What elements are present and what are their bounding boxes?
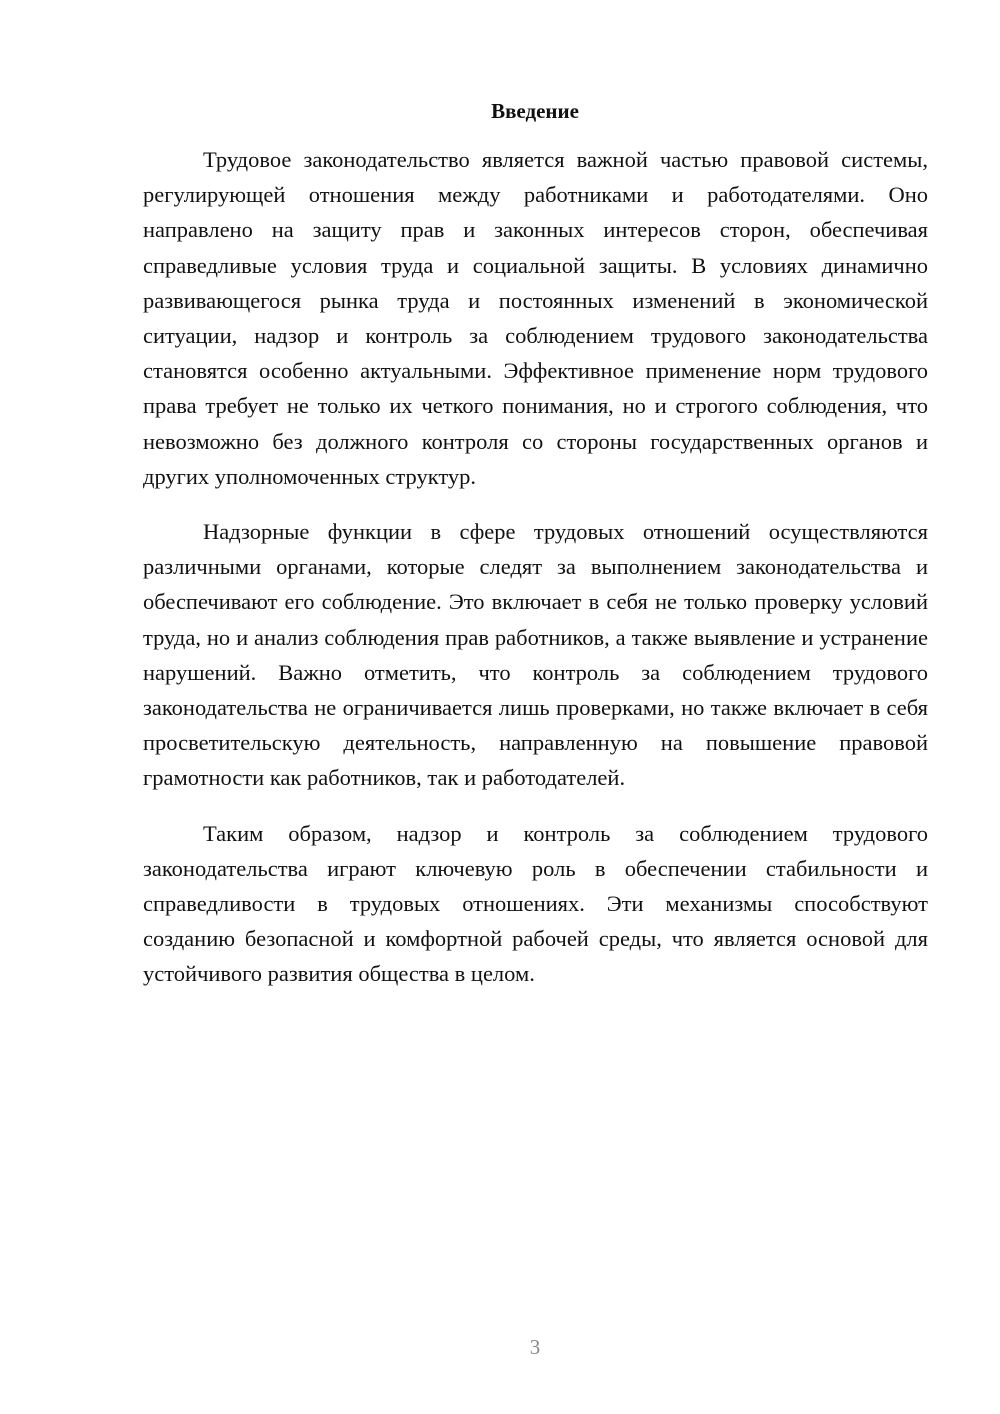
page-number: 3: [529, 1335, 541, 1359]
page-title: Введение: [491, 99, 579, 123]
paragraph-2: Надзорные функции в сфере трудовых отношений осуществляются различными органами, которые следят за выполнением законодательства и обеспечивают его соблюдение. Это включает в себя не только проверку условий труда, но и анализ соблюдения прав работников, а также выявление и устранение нарушений. Важно отметить, что контроль за соблюдением трудового законодательства не ограничивается лишь проверками, но также включает в себя просветительскую деятельность, направленную на повышение правовой грамотности как работников, так и работодателей.: [143, 519, 928, 791]
document-body: [143, 142, 928, 992]
paragraph-3: Таким образом, надзор и контроль за соблюдением трудового законодательства играют ключевую роль в обеспечении стабильности и справедливости в трудовых отношениях. Эти механизмы способствуют созданию безопасной и комфортной рабочей среды, что является основой для устойчивого развития общества в целом.: [143, 820, 928, 987]
paragraph-1: Трудовое законодательство является важной частью правовой системы, регулирующей отношения между работниками и работодателями. Оно направлено на защиту прав и законных интересов сторон, обеспечивая справедливые условия труда и социальной защиты. В условиях динамично развивающегося рынка труда и постоянных изменений в экономической ситуации, надзор и контроль за соблюдением трудового законодательства становятся особенно актуальными. Эффективное применение норм трудового права требует не только их четкого понимания, но и строгого соблюдения, что невозможно без должного контроля со стороны государственных органов и других уполномоченных структур.: [143, 147, 928, 489]
